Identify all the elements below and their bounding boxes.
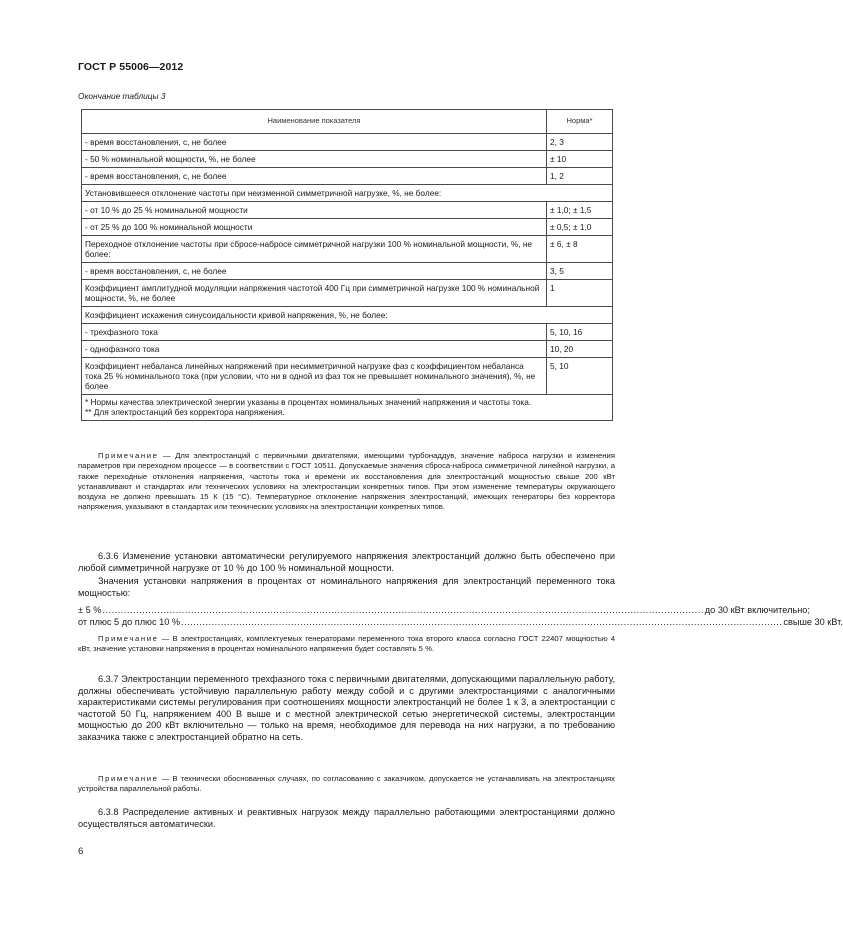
footnote-1: * Нормы качества электрической энергии указаны в процентах номинальных значений напряжения и частоты тока. [85,397,532,407]
table-row [82,151,613,168]
row-parameter: - однофазного тока [82,341,547,358]
line-2-range: от плюс 5 до плюс 10 % [78,617,181,627]
row-norm: 3, 5 [547,263,613,280]
section-6-3-8-paragraph: 6.3.8 Распределение активных и реактивных нагрузок между параллельно работающими электростанциями должно осуществляться автоматически. [78,807,615,829]
voltage-setting-line-1: ± 5 % ..................................................................................................................................................................................................... до 30 кВт включительно; [78,605,810,615]
row-parameter: Коэффициент амплитудной модуляции напряжения частотой 400 Гц при симметричной нагрузке 100 % номинальной мощности, %, не более [82,280,547,307]
table-row [82,263,613,280]
row-parameter: Переходное отклонение частоты при сбросе-набросе симметричной нагрузки 100 % номинальной мощности, %, не более: [82,236,547,263]
row-parameter: Установившееся отклонение частоты при неизменной симметричной нагрузке, %, не более: [82,185,613,202]
row-parameter: - время восстановления, с, не более [82,134,547,151]
page-number: 6 [78,846,84,857]
note-text: — В технически обоснованных случаях, по согласованию с заказчиком, допускается не устанавливать на электростанциях устройства параллельной работы. [78,774,615,794]
table-row [82,168,613,185]
voltage-setting-line-2: от плюс 5 до плюс 10 % ..................................................................................................................................................................................................... свыше 30 кВт. [78,617,843,627]
note-label: Примечание [98,451,159,460]
row-norm: ± 10 [547,151,613,168]
row-norm: 5, 10 [547,358,613,395]
note-text: — Для электростанций с первичными двигателями, имеющими турбонаддув, значение наброса нагрузки и изменения параметров при переходном процессе — в соответствии с ГОСТ 10511. Допускаемые значения сброса-наброса симметричной линейной нагрузки, а также переходные отклонения напряжения, частоты тока и времени их восстановления для электростанций мощностью свыше 200 кВт устанавливают и стандартах или технических условиях на электростанции конкретных типов. При этом изменение температуры окружающего воздуха не должно превышать 15 К (15 °С). Температурное отклонение напряжения электростанций, имеющих генераторы без корректора напряжения, указывают в стандартах или технических условиях на электростанции конкретных типов. [78,451,615,512]
table-header-row [82,110,613,134]
section-6-3-7-paragraph: 6.3.7 Электростанции переменного трехфазного тока с первичными двигателями, допускающими параллельную работу, должны обеспечивать устойчивую параллельную работу между собой и с другими электростанциями с аналогичными характеристиками системы регулирования при соотношениях мощности электростанций не более 1 к 3, а электростанции с частотой 50 Гц, напряжением 400 В выше и с местной электрической сетью энергетической системы, электростанции мощностью до 200 кВт включительно — только на время, необходимое для перевода на них нагрузки, а по требованию заказчика также с электростанцией обратно на сеть. [78,674,615,742]
line-2-power: свыше 30 кВт. [783,617,843,627]
section-6-3-7-note [78,774,615,795]
column-header-parameter: Наименование показателя [82,110,547,134]
note-label: Примечание [98,774,159,783]
table-row [82,219,613,236]
line-1-power: до 30 кВт включительно; [704,605,810,615]
row-norm: 1 [547,280,613,307]
row-norm: ± 1,0; ± 1,5 [547,202,613,219]
table-row [82,185,613,202]
row-norm: 5, 10, 16 [547,324,613,341]
row-norm: ± 6, ± 8 [547,236,613,263]
table-row [82,134,613,151]
section-6-3-6-paragraph-1: 6.3.6 Изменение установки автоматически регулируемого напряжения электростанций должно быть обеспечено при любой симметричной нагрузке от 10 % до 100 % номинальной мощности. [78,551,615,573]
table-row [82,236,613,263]
row-parameter: Коэффициент искажения синусоидальности кривой напряжения, %, не более: [82,307,613,324]
table-row [82,324,613,341]
table-caption: Окончание таблицы 3 [78,91,166,101]
table-note [78,451,615,513]
table-row [82,358,613,395]
section-6-3-6-paragraph-2: Значения установки напряжения в процентах от номинального напряжения для электростанций переменного тока мощностью: [78,576,615,598]
row-parameter: - время восстановления, с, не более [82,168,547,185]
table-footnotes-row [82,395,613,421]
footnote-2: ** Для электростанций без корректора напряжения. [85,407,285,417]
row-parameter: - от 25 % до 100 % номинальной мощности [82,219,547,236]
table-footnotes [82,395,613,421]
row-norm: 10, 20 [547,341,613,358]
line-1-range: ± 5 % [78,605,102,615]
row-norm: 1, 2 [547,168,613,185]
document-header: ГОСТ Р 55006—2012 [78,61,184,73]
row-parameter: - трехфазного тока [82,324,547,341]
table-row [82,202,613,219]
table-row [82,307,613,324]
section-6-3-6-note [78,634,615,655]
row-parameter: - время восстановления, с, не более [82,263,547,280]
row-parameter: Коэффициент небаланса линейных напряжений при несимметричной нагрузке фаз с коэффициентом небаланса тока 25 % номинального тока (при условии, что ни в одной из фаз ток не превышает номинального значения), %, не более [82,358,547,395]
row-norm: 2, 3 [547,134,613,151]
table-row [82,341,613,358]
row-parameter: - от 10 % до 25 % номинальной мощности [82,202,547,219]
column-header-norm: Норма* [547,110,613,134]
table-row [82,280,613,307]
row-norm: ± 0,5; ± 1,0 [547,219,613,236]
note-label: Примечание [98,634,159,643]
row-parameter: - 50 % номинальной мощности, %, не более [82,151,547,168]
note-text: — В электростанциях, комплектуемых генераторами переменного тока второго класса согласно ГОСТ 22407 мощностью 4 кВт, значение установки напряжения в процентах номинального напряжения будет составлять 5 %. [78,634,615,654]
parameters-table [81,109,613,421]
